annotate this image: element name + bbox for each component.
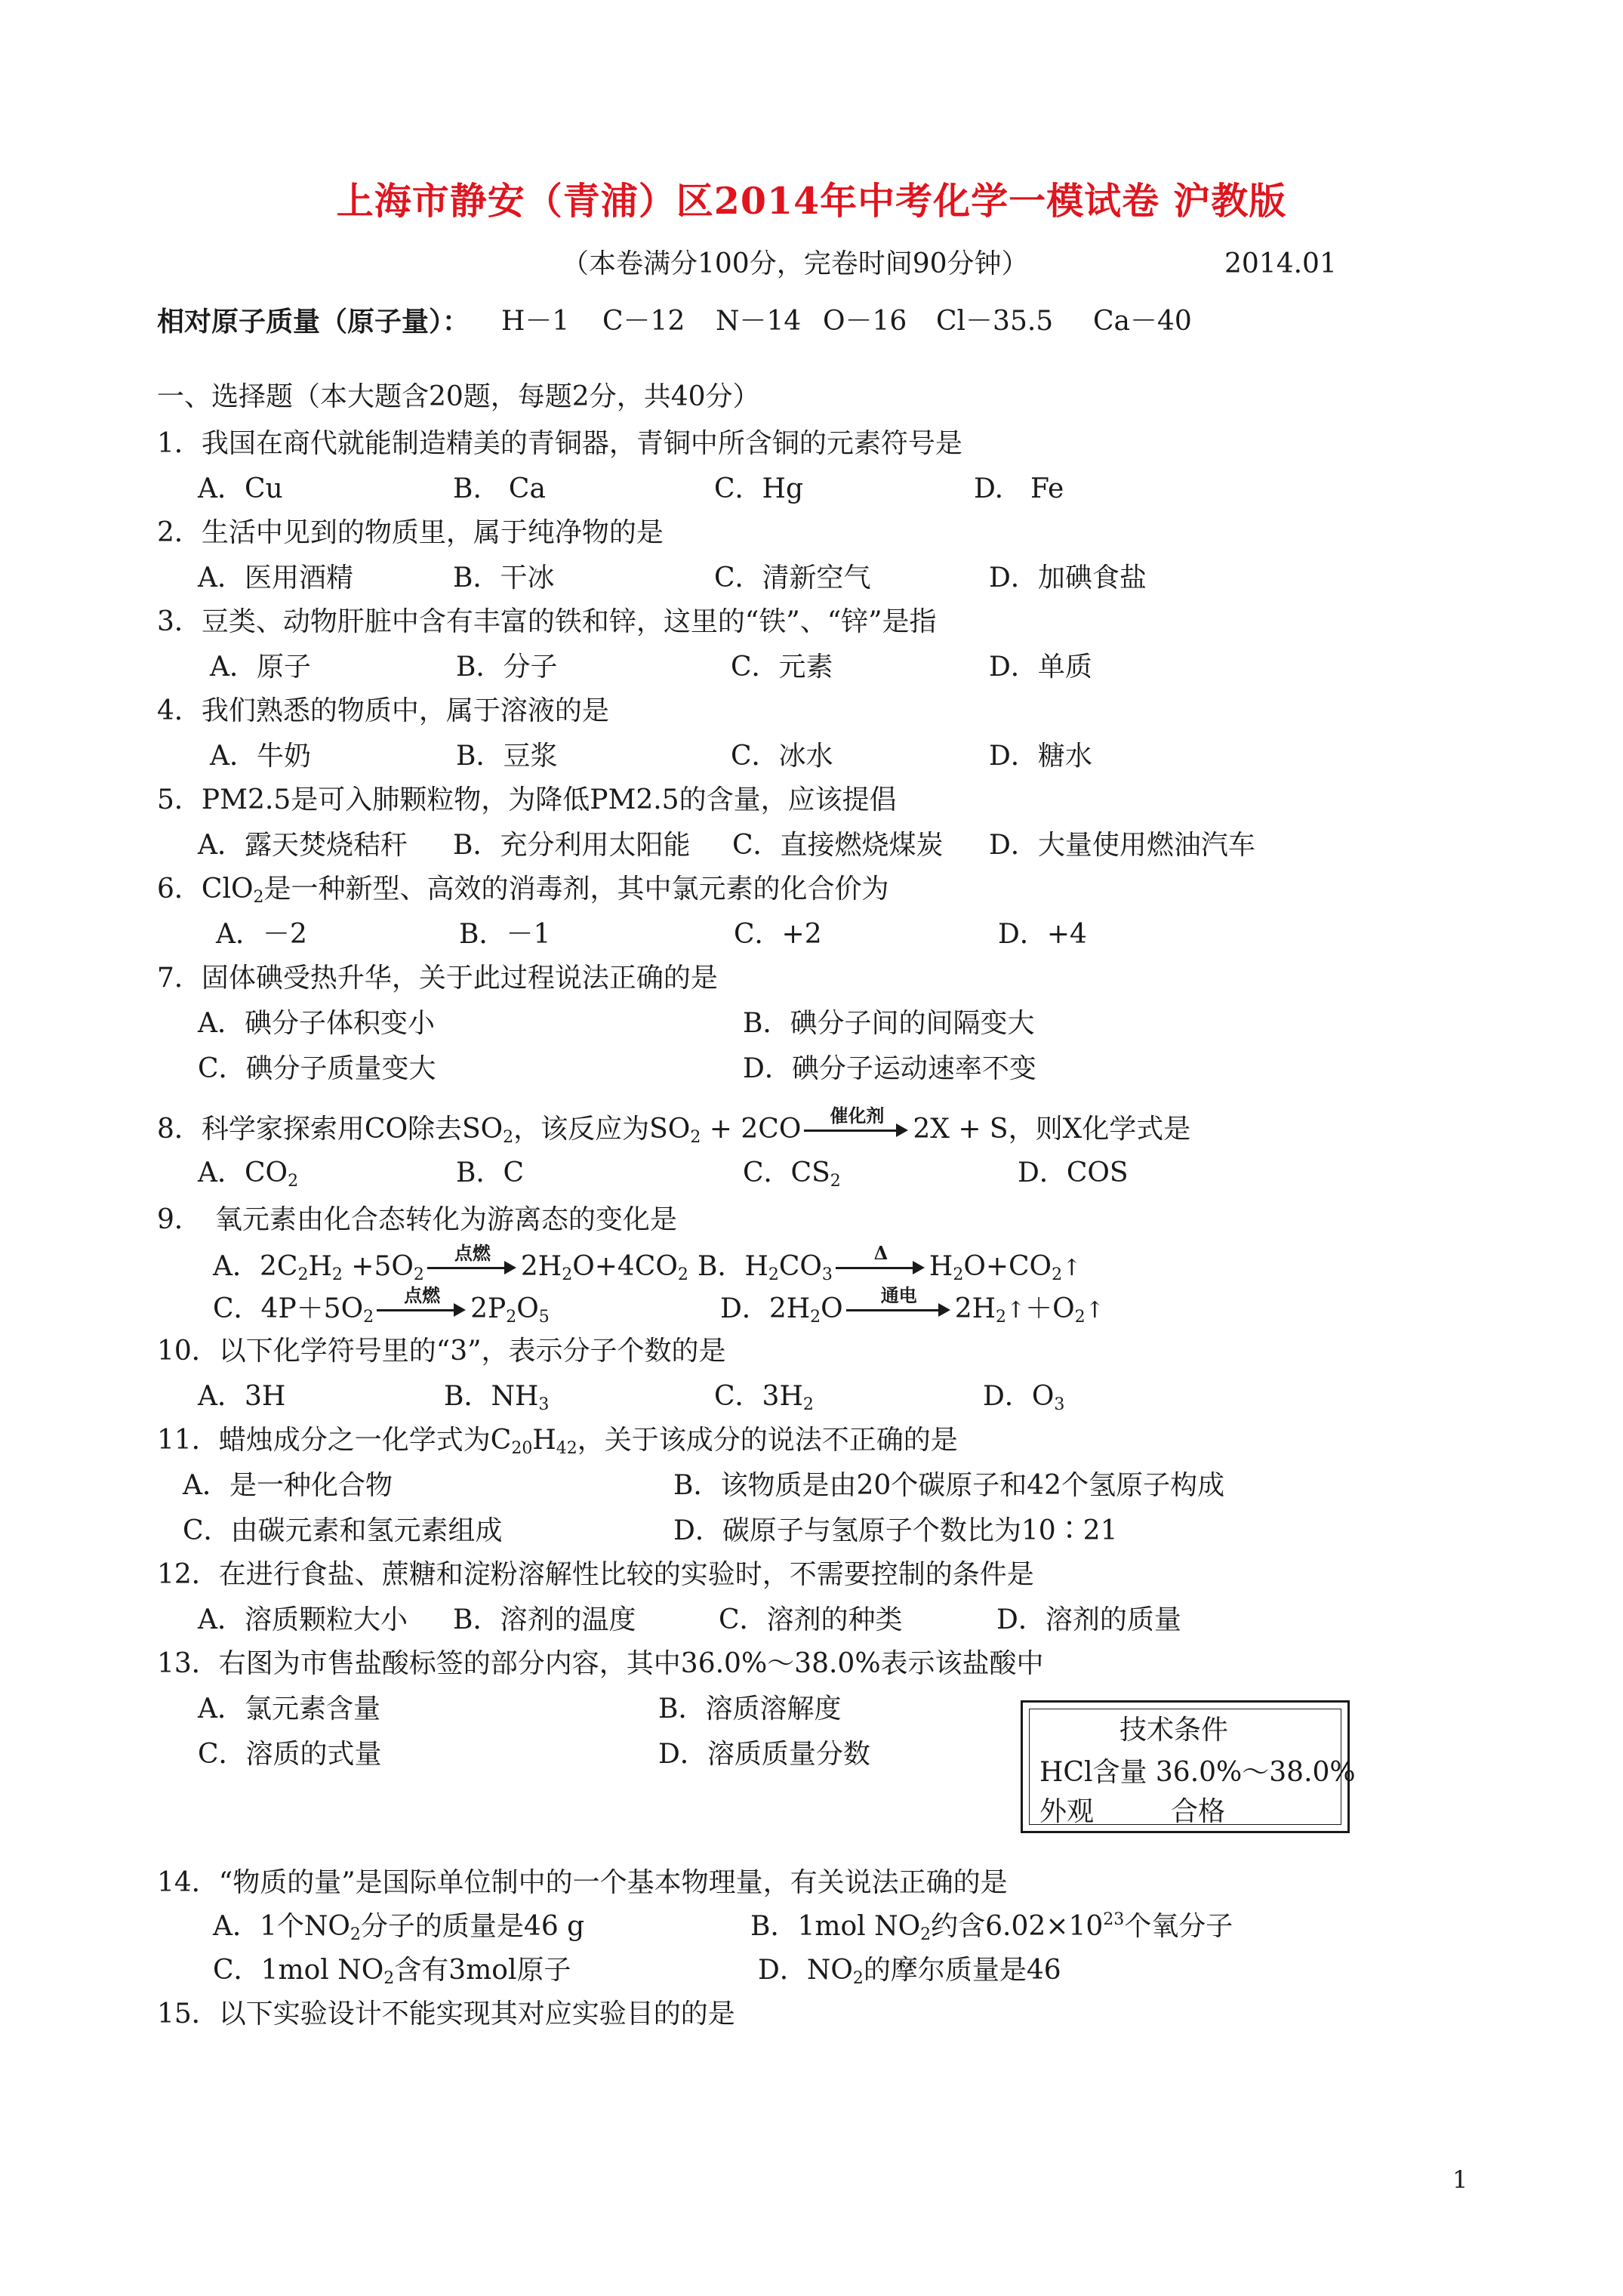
q9-option-c: C．$4P+5O_2$ 点燃 $2P_2O_5$ xyxy=(213,1284,550,1327)
q7-option-a: A．碘分子体积变小 xyxy=(198,1008,435,1039)
q10-option-c: C．$3H_2$ xyxy=(714,1381,814,1414)
q7-option-d: D．碘分子运动速率不变 xyxy=(743,1053,1036,1084)
atomic-mass-o: O－16 xyxy=(823,306,907,337)
q8-option-a: A．$CO_2$ xyxy=(198,1157,299,1191)
q3-option-d: D．单质 xyxy=(989,652,1092,683)
q8-option-d: D．COS xyxy=(1018,1157,1129,1188)
q10-option-b: B．$NH_3$ xyxy=(444,1381,550,1414)
q11-option-b: B．该物质是由20个碳原子和42个氢原子构成 xyxy=(673,1470,1225,1501)
q9-option-b: B．$H_2CO_3$ Δ $H_2O+CO_2↑$ xyxy=(698,1242,1082,1284)
section-heading: 一、选择题（本大题含20题，每题2分，共40分） xyxy=(157,381,760,412)
q14-option-c: C．1mol $NO_2$含有3mol原子 xyxy=(213,1955,571,1988)
q3-option-b: B．分子 xyxy=(456,652,558,683)
question-14: 14．“物质的量”是国际单位制中的一个基本物理量，有关说法正确的是 xyxy=(157,1867,1008,1898)
gas-arrow-icon: ↑ xyxy=(1062,1255,1082,1281)
q5-option-a: A．露天焚烧秸秆 xyxy=(198,830,408,861)
q13-option-a: A．氯元素含量 xyxy=(198,1693,380,1724)
question-4: 4．我们熟悉的物质中，属于溶液的是 xyxy=(157,695,609,726)
atomic-mass-ca: Ca－40 xyxy=(1093,306,1192,337)
reaction-arrow: 点燃 xyxy=(377,1293,467,1326)
q11-option-d: D．碳原子与氢原子个数比为10∶21 xyxy=(673,1515,1118,1546)
hcl-label-box xyxy=(1021,1700,1356,1833)
q11-option-c: C．由碳元素和氢元素组成 xyxy=(183,1515,503,1546)
q2-option-d: D．加碘食盐 xyxy=(989,562,1147,593)
q12-option-d: D．溶剂的质量 xyxy=(996,1604,1181,1635)
q6-option-b: B．－1 xyxy=(459,919,551,950)
reaction-arrow: Δ xyxy=(836,1250,926,1284)
question-10: 10．以下化学符号里的“3”，表示分子个数的是 xyxy=(157,1336,726,1367)
q6-option-c: C．+2 xyxy=(734,919,822,950)
exam-date: 2014.01 xyxy=(1224,248,1337,279)
q7-option-b: B．碘分子间的间隔变大 xyxy=(743,1008,1035,1039)
q5-option-c: C．直接燃烧煤炭 xyxy=(732,830,944,861)
question-5: 5．PM2.5是可入肺颗粒物，为降低PM2.5的含量，应该提倡 xyxy=(157,784,897,815)
question-8: 8．科学家探索用CO除去$SO_2$，该反应为$SO_2 + 2CO$ 催化剂 2X + S，则X化学式是 xyxy=(157,1105,1191,1147)
question-9: 9． 氧元素由化合态转化为游离态的变化是 xyxy=(157,1204,677,1235)
q2-option-c: C．清新空气 xyxy=(714,562,871,593)
q2-option-a: A．医用酒精 xyxy=(198,562,353,593)
page-number: 1 xyxy=(1452,2165,1468,2194)
atomic-mass-n: N－14 xyxy=(716,306,802,337)
q12-option-a: A．溶质颗粒大小 xyxy=(198,1604,408,1635)
q3-option-a: A．原子 xyxy=(210,652,311,683)
reaction-arrow: 催化剂 xyxy=(804,1113,910,1146)
q14-option-a: A．1个$NO_2$分子的质量是46 g xyxy=(213,1911,585,1944)
q11-option-a: A．是一种化合物 xyxy=(183,1470,393,1501)
q4-option-c: C．冰水 xyxy=(731,741,833,772)
question-1: 1．我国在商代就能制造精美的青铜器，青铜中所含铜的元素符号是 xyxy=(157,428,962,459)
q8-option-c: C．$CS_2$ xyxy=(743,1157,841,1191)
page-title: 上海市静安（青浦）区2014年中考化学一模试卷 沪教版 xyxy=(336,179,1287,223)
q1-option-c: C．Hg xyxy=(714,473,803,504)
q6-option-d: D．+4 xyxy=(998,919,1087,950)
q13-option-d: D．溶质质量分数 xyxy=(658,1739,870,1770)
q9-option-d: D．$2H_2O$ 通电 $2H_2↑+O_2↑$ xyxy=(720,1284,1104,1327)
exam-info: （本卷满分100分，完卷时间90分钟） xyxy=(562,248,1029,279)
q10-option-a: A．3H xyxy=(198,1381,286,1412)
q14-option-b: B．1mol $NO_2$约含$6.02\times 10^{23}$个氧分子 xyxy=(750,1910,1233,1944)
question-15: 15．以下实验设计不能实现其对应实验目的的是 xyxy=(157,1999,735,2029)
techbox-appearance-label: 外观 xyxy=(1039,1796,1095,1827)
question-11: 11．蜡烛成分之一化学式为$C_{20}H_{42}$，关于该成分的说法不正确的是 xyxy=(157,1425,958,1458)
q5-option-b: B．充分利用太阳能 xyxy=(453,830,691,861)
gas-arrow-icon: ↑ xyxy=(1085,1297,1104,1324)
q13-option-b: B．溶质溶解度 xyxy=(658,1693,842,1724)
q14-option-d: D．$NO_2$的摩尔质量是46 xyxy=(758,1955,1061,1988)
q7-option-c: C．碘分子质量变大 xyxy=(198,1053,436,1084)
q4-option-d: D．糖水 xyxy=(989,741,1092,772)
q3-option-c: C．元素 xyxy=(731,652,833,683)
question-6: 6．ClO$_2$是一种新型、高效的消毒剂，其中氯元素的化合价为 xyxy=(157,874,889,907)
q8-option-b: B．C xyxy=(456,1157,525,1188)
q2-option-b: B．干冰 xyxy=(453,562,555,593)
q12-option-b: B．溶剂的温度 xyxy=(453,1604,636,1635)
question-3: 3．豆类、动物肝脏中含有丰富的铁和锌，这里的“铁”、“锌”是指 xyxy=(157,606,937,637)
atomic-mass-label: 相对原子质量（原子量）： xyxy=(157,306,470,337)
q13-option-c: C．溶质的式量 xyxy=(198,1739,382,1770)
q9-option-a: A．$2C_2H_2 +5O_2$ 点燃 $2H_2O+4CO_2$ xyxy=(213,1242,688,1284)
q12-option-c: C．溶剂的种类 xyxy=(719,1604,903,1635)
atomic-mass-cl: Cl－35.5 xyxy=(936,306,1054,337)
q1-option-b: B. Ca xyxy=(453,473,546,504)
techbox-hcl-content: HCl含量 36.0%～38.0% xyxy=(1039,1757,1356,1788)
techbox-title: 技术条件 xyxy=(1119,1715,1229,1746)
gas-arrow-icon: ↑ xyxy=(1006,1297,1026,1324)
q10-option-d: D．$O_3$ xyxy=(983,1381,1065,1414)
reaction-arrow: 点燃 xyxy=(427,1250,518,1284)
question-2: 2．生活中见到的物质里，属于纯净物的是 xyxy=(157,517,664,548)
q4-option-b: B．豆浆 xyxy=(456,741,558,772)
atomic-mass-h: H－1 xyxy=(501,306,570,337)
techbox-appearance-value: 合格 xyxy=(1171,1796,1226,1827)
question-12: 12．在进行食盐、蔗糖和淀粉溶解性比较的实验时，不需要控制的条件是 xyxy=(157,1559,1034,1590)
q1-option-a: A．Cu xyxy=(198,473,283,504)
atomic-mass-c: C－12 xyxy=(602,306,685,337)
q6-option-a: A．－2 xyxy=(216,919,307,950)
q4-option-a: A．牛奶 xyxy=(210,741,311,772)
q1-option-d: D. Fe xyxy=(974,473,1064,504)
reaction-arrow: 通电 xyxy=(846,1293,952,1326)
question-7: 7．固体碘受热升华，关于此过程说法正确的是 xyxy=(157,963,718,994)
q5-option-d: D．大量使用燃油汽车 xyxy=(989,830,1255,861)
question-13: 13．右图为市售盐酸标签的部分内容，其中36.0%～38.0%表示该盐酸中 xyxy=(157,1648,1044,1679)
